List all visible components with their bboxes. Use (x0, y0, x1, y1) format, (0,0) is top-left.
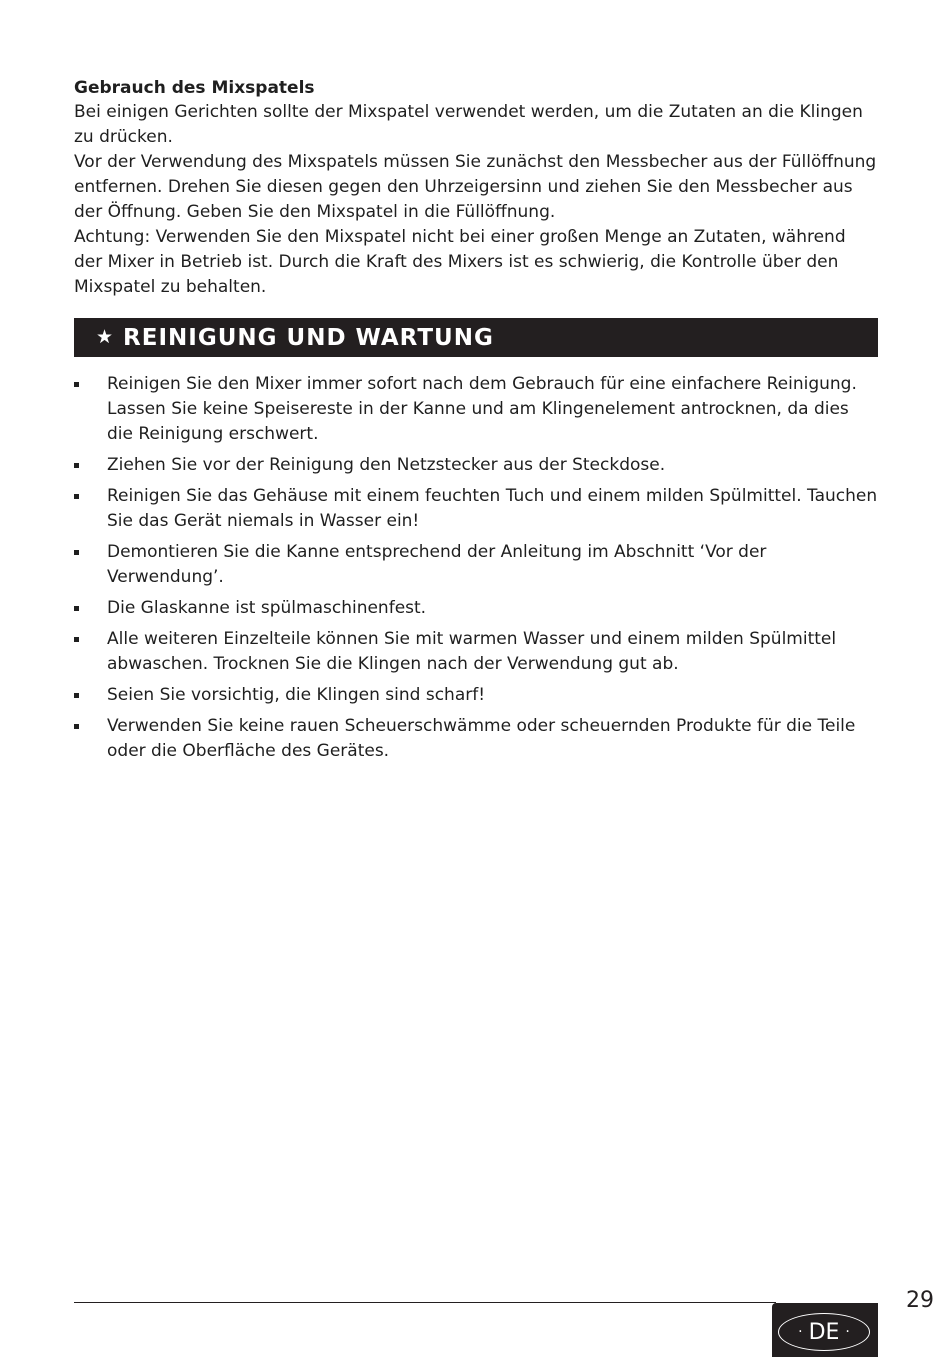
list-item: Demontieren Sie die Kanne entsprechend der Anleitung im Abschnitt ‘Vor der Verwendung’. (74, 540, 878, 590)
section-header (74, 318, 878, 357)
list-item: Alle weiteren Einzelteile können Sie mit warmen Wasser und einem milden Spülmittel abwaschen. Trocknen Sie die Klingen nach der Verwendung gut ab. (74, 627, 878, 677)
bullet-icon (74, 693, 79, 698)
paragraph: Bei einigen Gerichten sollte der Mixspatel verwendet werden, um die Zutaten an die Klingen zu drücken. (74, 102, 863, 147)
bullet-icon (74, 494, 79, 499)
list-item: Reinigen Sie das Gehäuse mit einem feuchten Tuch und einem milden Spülmittel. Tauchen Sie das Gerät niemals in Wasser ein! (74, 484, 878, 534)
page-number: 29 (906, 1288, 934, 1313)
bullet-icon (74, 606, 79, 611)
star-icon: ★ (96, 326, 114, 348)
section-title: REINIGUNG UND WARTUNG (123, 324, 494, 351)
subheading: Gebrauch des Mixspatels (74, 78, 315, 98)
paragraph: Vor der Verwendung des Mixspatels müssen Sie zunächst den Messbecher aus der Füllöffnung entfernen. Drehen Sie diesen gegen den Uhrzeigersinn und ziehen Sie den Messbecher aus der Öffnung. Geben Sie den Mixspatel in die Füllöffnung. (74, 152, 877, 222)
bullet-icon (74, 637, 79, 642)
paragraph: Achtung: Verwenden Sie den Mixspatel nicht bei einer großen Menge an Zutaten, während der Mixer in Betrieb ist. Durch die Kraft des Mixers ist es schwierig, die Kontrolle über den Mixspatel zu behalten. (74, 227, 846, 297)
language-oval: · DE · (778, 1313, 870, 1351)
list-item: Die Glaskanne ist spülmaschinenfest. (74, 596, 878, 621)
bullet-icon (74, 382, 79, 387)
bullet-icon (74, 550, 79, 555)
document-body (74, 76, 878, 770)
list-item: Verwenden Sie keine rauen Scheuerschwämme oder scheuernden Produkte für die Teile oder die Oberfläche des Gerätes. (74, 714, 878, 764)
bullet-icon (74, 463, 79, 468)
list-item: Ziehen Sie vor der Reinigung den Netzstecker aus der Steckdose. (74, 453, 878, 478)
footer-divider (74, 1302, 776, 1303)
list-item: Reinigen Sie den Mixer immer sofort nach dem Gebrauch für eine einfachere Reinigung. Lassen Sie keine Speisereste in der Kanne und am Klingenelement antrocknen, da dies die Reinigung erschwert. (74, 372, 878, 447)
language-label: DE (808, 1319, 840, 1345)
language-badge (772, 1303, 878, 1357)
bullet-list (74, 372, 878, 764)
list-item: Seien Sie vorsichtig, die Klingen sind scharf! (74, 683, 878, 708)
bullet-icon (74, 724, 79, 729)
